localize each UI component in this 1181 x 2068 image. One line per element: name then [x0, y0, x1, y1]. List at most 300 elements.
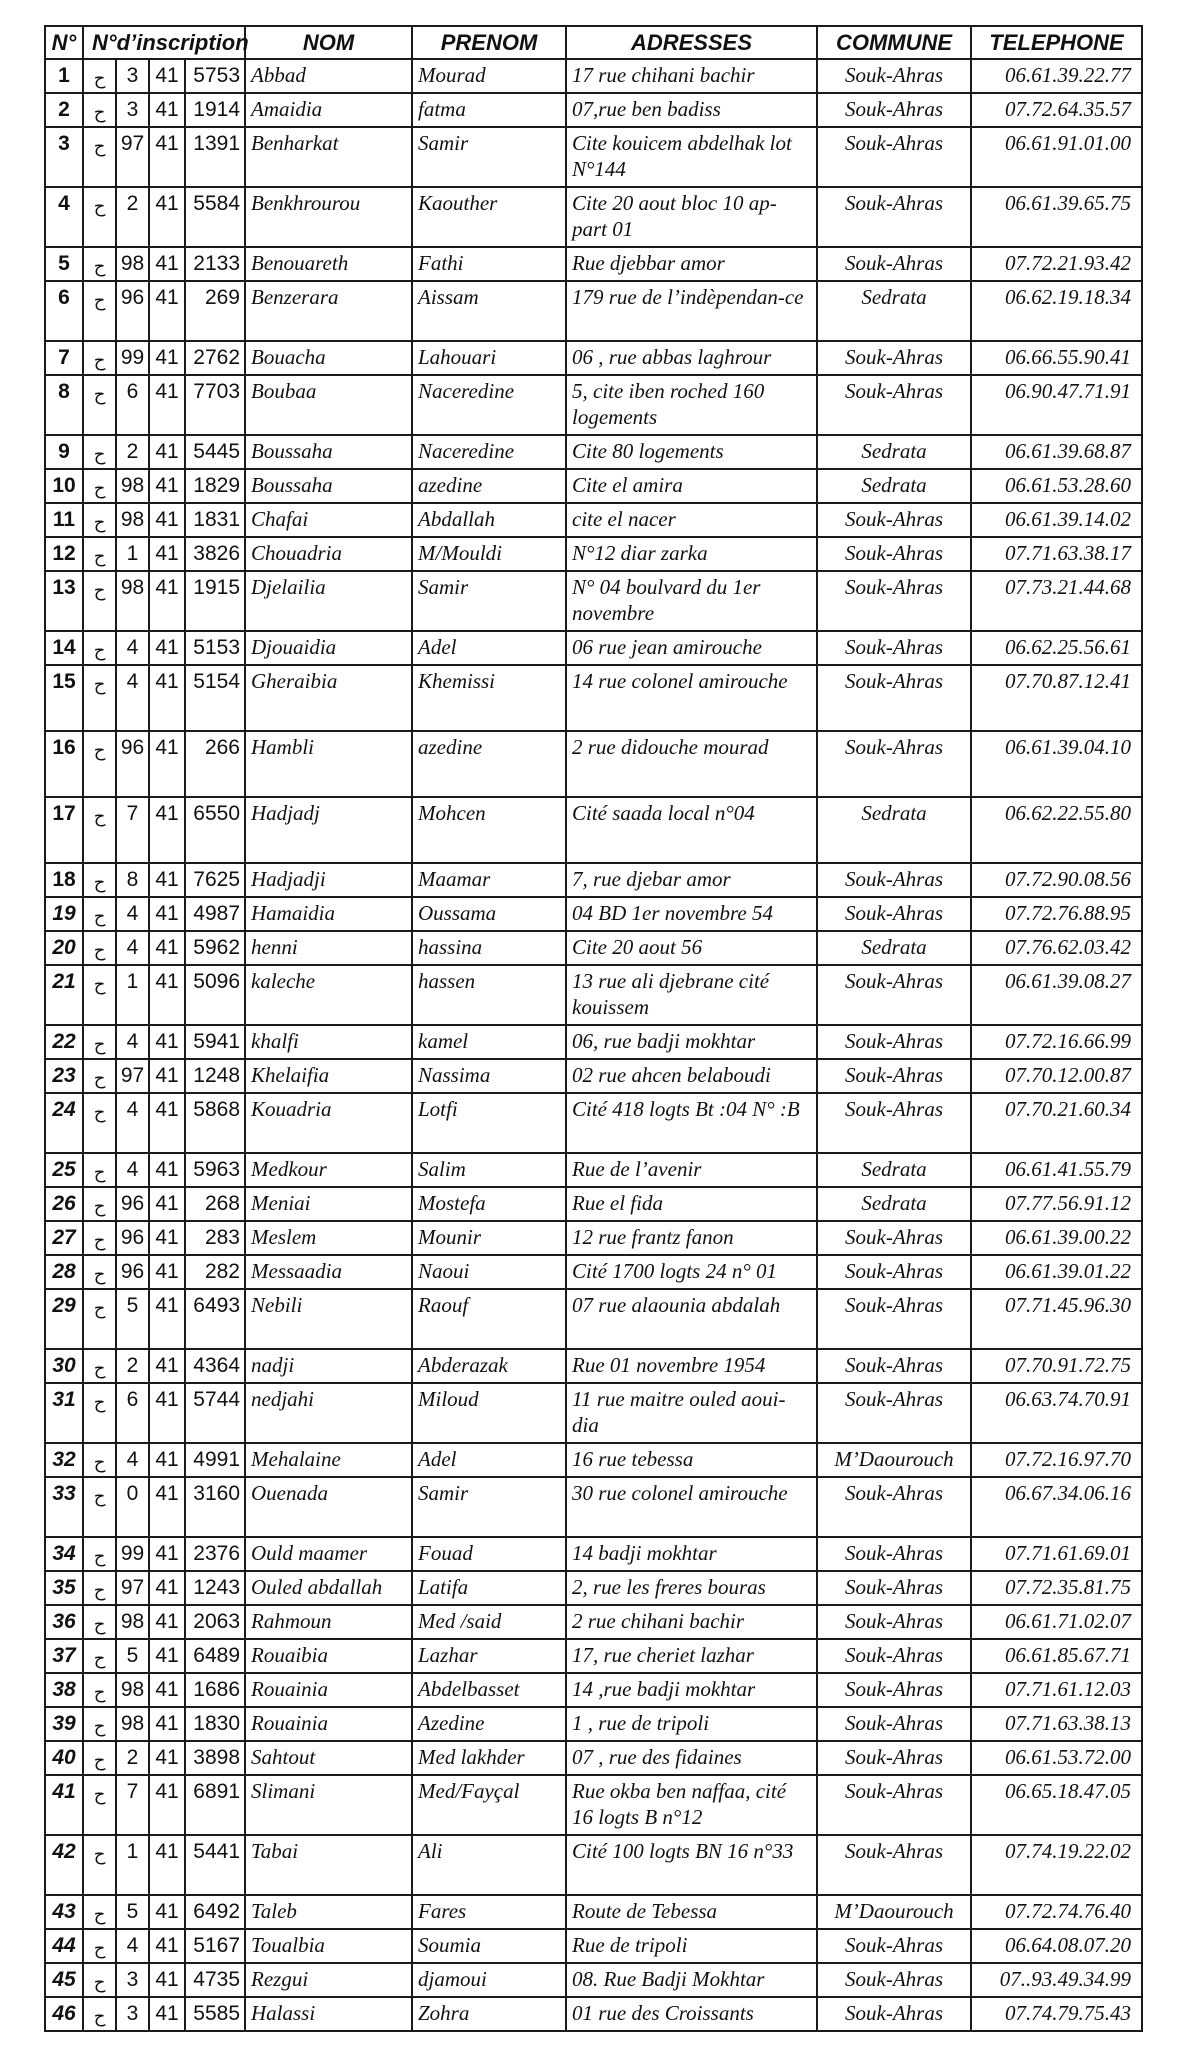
table-cell-adresse: Rue de l’avenir — [566, 1153, 817, 1187]
table-cell-commune: Souk-Ahras — [817, 1929, 971, 1963]
table-cell-code-c: 6891 — [185, 1775, 245, 1835]
table-cell-num: 34 — [45, 1537, 83, 1571]
table-row — [45, 127, 1142, 187]
table-row — [45, 1775, 1142, 1835]
table-cell-adresse: 12 rue frantz fanon — [566, 1221, 817, 1255]
table-cell-adresse: 17 rue chihani bachir — [566, 59, 817, 93]
table-cell-num: 16 — [45, 731, 83, 797]
table-cell-nom: nadji — [245, 1349, 412, 1383]
table-cell-prenom: Salim — [412, 1153, 566, 1187]
table-cell-telephone: 06.63.74.70.91 — [971, 1383, 1142, 1443]
table-cell-letter: ح — [83, 1187, 116, 1221]
table-cell-code-a: 4 — [116, 1025, 149, 1059]
table-cell-prenom: hassen — [412, 965, 566, 1025]
table-cell-telephone: 07.71.61.69.01 — [971, 1537, 1142, 1571]
table-cell-num: 46 — [45, 1997, 83, 2031]
table-cell-prenom: Med/Fayçal — [412, 1775, 566, 1835]
table-cell-code-a: 98 — [116, 1605, 149, 1639]
table-cell-code-b: 41 — [149, 931, 185, 965]
table-cell-code-a: 4 — [116, 631, 149, 665]
table-row — [45, 469, 1142, 503]
table-cell-code-a: 98 — [116, 1673, 149, 1707]
table-cell-telephone: 06.62.22.55.80 — [971, 797, 1142, 863]
table-cell-prenom: Fouad — [412, 1537, 566, 1571]
table-cell-code-a: 4 — [116, 931, 149, 965]
table-cell-nom: Rouainia — [245, 1707, 412, 1741]
table-cell-nom: Messaadia — [245, 1255, 412, 1289]
table-cell-code-a: 1 — [116, 1835, 149, 1895]
table-cell-code-a: 2 — [116, 1741, 149, 1775]
table-cell-num: 10 — [45, 469, 83, 503]
table-cell-num: 19 — [45, 897, 83, 931]
table-row — [45, 1059, 1142, 1093]
table-cell-nom: Abbad — [245, 59, 412, 93]
table-cell-telephone: 07.72.90.08.56 — [971, 863, 1142, 897]
table-cell-code-a: 98 — [116, 247, 149, 281]
table-cell-code-b: 41 — [149, 187, 185, 247]
table-cell-letter: ح — [83, 503, 116, 537]
table-cell-code-a: 4 — [116, 1153, 149, 1187]
table-row — [45, 863, 1142, 897]
table-cell-code-a: 96 — [116, 1187, 149, 1221]
table-cell-code-b: 41 — [149, 247, 185, 281]
table-cell-prenom: Oussama — [412, 897, 566, 931]
table-cell-nom: Amaidia — [245, 93, 412, 127]
table-cell-code-b: 41 — [149, 1707, 185, 1741]
table-cell-commune: Souk-Ahras — [817, 571, 971, 631]
table-cell-code-c: 7625 — [185, 863, 245, 897]
table-cell-adresse: N° 04 boulvard du 1er novembre — [566, 571, 817, 631]
table-cell-nom: Rouainia — [245, 1673, 412, 1707]
table-cell-letter: ح — [83, 1537, 116, 1571]
table-cell-commune: Souk-Ahras — [817, 1997, 971, 2031]
table-cell-code-c: 4991 — [185, 1443, 245, 1477]
table-cell-nom: Hambli — [245, 731, 412, 797]
table-cell-nom: Benzerara — [245, 281, 412, 341]
table-cell-telephone: 07.70.87.12.41 — [971, 665, 1142, 731]
table-cell-adresse: Cite kouicem abdelhak lot N°144 — [566, 127, 817, 187]
table-cell-telephone: 07.72.35.81.75 — [971, 1571, 1142, 1605]
table-cell-adresse: Rue okba ben naffaa, cité 16 logts B n°12 — [566, 1775, 817, 1835]
table-cell-commune: Souk-Ahras — [817, 1673, 971, 1707]
table-cell-commune: Souk-Ahras — [817, 503, 971, 537]
table-cell-letter: ح — [83, 1997, 116, 2031]
table-cell-code-b: 41 — [149, 1835, 185, 1895]
table-cell-letter: ح — [83, 1571, 116, 1605]
table-cell-code-c: 1829 — [185, 469, 245, 503]
table-cell-telephone: 07.71.61.12.03 — [971, 1673, 1142, 1707]
table-row — [45, 341, 1142, 375]
table-cell-code-a: 6 — [116, 1383, 149, 1443]
table-cell-telephone: 06.61.53.28.60 — [971, 469, 1142, 503]
table-cell-code-b: 41 — [149, 435, 185, 469]
table-cell-code-b: 41 — [149, 503, 185, 537]
table-cell-commune: Sedrata — [817, 1187, 971, 1221]
table-cell-prenom: Abderazak — [412, 1349, 566, 1383]
table-cell-num: 42 — [45, 1835, 83, 1895]
table-cell-num: 35 — [45, 1571, 83, 1605]
table-cell-code-a: 3 — [116, 1963, 149, 1997]
table-cell-code-b: 41 — [149, 897, 185, 931]
table-cell-code-a: 7 — [116, 797, 149, 863]
table-cell-prenom: Mostefa — [412, 1187, 566, 1221]
table-cell-adresse: 5, cite iben roched 160 logements — [566, 375, 817, 435]
table-cell-letter: ح — [83, 1741, 116, 1775]
table-cell-adresse: Cité 1700 logts 24 n° 01 — [566, 1255, 817, 1289]
table-cell-prenom: Adel — [412, 631, 566, 665]
table-cell-letter: ح — [83, 1963, 116, 1997]
table-cell-code-b: 41 — [149, 341, 185, 375]
table-cell-letter: ح — [83, 93, 116, 127]
table-cell-nom: Ouled abdallah — [245, 1571, 412, 1605]
table-cell-adresse: 02 rue ahcen belaboudi — [566, 1059, 817, 1093]
table-cell-num: 2 — [45, 93, 83, 127]
header-num: N° — [45, 26, 83, 59]
table-cell-prenom: Samir — [412, 127, 566, 187]
table-cell-num: 37 — [45, 1639, 83, 1673]
table-cell-adresse: 16 rue tebessa — [566, 1443, 817, 1477]
table-cell-num: 44 — [45, 1929, 83, 1963]
table-cell-commune: Souk-Ahras — [817, 731, 971, 797]
table-cell-nom: Medkour — [245, 1153, 412, 1187]
table-cell-code-a: 5 — [116, 1289, 149, 1349]
table-cell-code-a: 8 — [116, 863, 149, 897]
table-cell-nom: Djelailia — [245, 571, 412, 631]
table-cell-num: 3 — [45, 127, 83, 187]
table-cell-code-a: 2 — [116, 435, 149, 469]
table-cell-prenom: Aissam — [412, 281, 566, 341]
table-cell-commune: Sedrata — [817, 435, 971, 469]
table-row — [45, 93, 1142, 127]
table-cell-letter: ح — [83, 1255, 116, 1289]
header-prenom: PRENOM — [412, 26, 566, 59]
table-cell-code-b: 41 — [149, 1571, 185, 1605]
table-row — [45, 247, 1142, 281]
table-cell-code-b: 41 — [149, 1093, 185, 1153]
table-cell-code-b: 41 — [149, 1639, 185, 1673]
table-cell-letter: ح — [83, 1443, 116, 1477]
table-cell-code-c: 1830 — [185, 1707, 245, 1741]
table-cell-nom: Tabai — [245, 1835, 412, 1895]
table-cell-prenom: fatma — [412, 93, 566, 127]
table-cell-adresse: 07,rue ben badiss — [566, 93, 817, 127]
table-cell-letter: ح — [83, 631, 116, 665]
table-cell-code-a: 0 — [116, 1477, 149, 1537]
table-cell-code-b: 41 — [149, 1443, 185, 1477]
table-row — [45, 1997, 1142, 2031]
table-cell-letter: ح — [83, 897, 116, 931]
table-cell-nom: khalfi — [245, 1025, 412, 1059]
table-cell-letter: ح — [83, 375, 116, 435]
table-cell-nom: Chafai — [245, 503, 412, 537]
table-row — [45, 731, 1142, 797]
table-cell-telephone: 07.73.21.44.68 — [971, 571, 1142, 631]
table-row — [45, 797, 1142, 863]
table-row — [45, 1929, 1142, 1963]
table-cell-code-c: 5744 — [185, 1383, 245, 1443]
table-row — [45, 503, 1142, 537]
table-cell-telephone: 06.61.39.22.77 — [971, 59, 1142, 93]
table-cell-adresse: 04 BD 1er novembre 54 — [566, 897, 817, 931]
table-cell-letter: ح — [83, 665, 116, 731]
table-cell-letter: ح — [83, 1605, 116, 1639]
table-cell-code-b: 41 — [149, 1997, 185, 2031]
table-cell-commune: Souk-Ahras — [817, 1571, 971, 1605]
table-cell-code-b: 41 — [149, 1477, 185, 1537]
table-cell-num: 6 — [45, 281, 83, 341]
table-cell-prenom: Abdallah — [412, 503, 566, 537]
table-cell-num: 25 — [45, 1153, 83, 1187]
table-cell-code-c: 5868 — [185, 1093, 245, 1153]
table-cell-commune: M’Daourouch — [817, 1443, 971, 1477]
table-cell-adresse: Rue el fida — [566, 1187, 817, 1221]
table-cell-num: 41 — [45, 1775, 83, 1835]
table-cell-code-c: 5963 — [185, 1153, 245, 1187]
table-cell-code-a: 3 — [116, 1997, 149, 2031]
table-cell-prenom: azedine — [412, 469, 566, 503]
table-cell-adresse: 14 badji mokhtar — [566, 1537, 817, 1571]
table-cell-adresse: Route de Tebessa — [566, 1895, 817, 1929]
table-cell-code-a: 1 — [116, 965, 149, 1025]
table-cell-code-a: 99 — [116, 341, 149, 375]
table-cell-nom: Gheraibia — [245, 665, 412, 731]
table-cell-code-c: 6489 — [185, 1639, 245, 1673]
table-cell-prenom: Samir — [412, 1477, 566, 1537]
table-cell-prenom: Adel — [412, 1443, 566, 1477]
table-cell-letter: ح — [83, 731, 116, 797]
table-cell-code-c: 5445 — [185, 435, 245, 469]
table-cell-adresse: Cité saada local n°04 — [566, 797, 817, 863]
table-cell-nom: Mehalaine — [245, 1443, 412, 1477]
table-cell-code-c: 1915 — [185, 571, 245, 631]
table-cell-nom: Meslem — [245, 1221, 412, 1255]
table-cell-commune: Souk-Ahras — [817, 93, 971, 127]
table-row — [45, 1153, 1142, 1187]
table-cell-telephone: 06.61.91.01.00 — [971, 127, 1142, 187]
table-cell-adresse: 08. Rue Badji Mokhtar — [566, 1963, 817, 1997]
table-cell-nom: Sahtout — [245, 1741, 412, 1775]
table-cell-code-b: 41 — [149, 1741, 185, 1775]
table-cell-telephone: 06.61.39.65.75 — [971, 187, 1142, 247]
table-cell-prenom: Zohra — [412, 1997, 566, 2031]
table-cell-letter: ح — [83, 1477, 116, 1537]
table-cell-letter: ح — [83, 1775, 116, 1835]
table-cell-code-b: 41 — [149, 863, 185, 897]
table-cell-commune: Souk-Ahras — [817, 1775, 971, 1835]
table-cell-prenom: Lazhar — [412, 1639, 566, 1673]
table-cell-code-a: 4 — [116, 1093, 149, 1153]
table-cell-code-c: 5154 — [185, 665, 245, 731]
table-cell-code-b: 41 — [149, 1255, 185, 1289]
table-cell-telephone: 06.61.71.02.07 — [971, 1605, 1142, 1639]
table-cell-adresse: Rue djebbar amor — [566, 247, 817, 281]
table-cell-num: 45 — [45, 1963, 83, 1997]
header-commune: COMMUNE — [817, 26, 971, 59]
table-cell-letter: ح — [83, 469, 116, 503]
table-cell-nom: Chouadria — [245, 537, 412, 571]
table-cell-commune: Souk-Ahras — [817, 59, 971, 93]
table-cell-code-b: 41 — [149, 93, 185, 127]
table-cell-num: 26 — [45, 1187, 83, 1221]
table-cell-code-b: 41 — [149, 797, 185, 863]
table-cell-telephone: 06.61.39.01.22 — [971, 1255, 1142, 1289]
table-cell-nom: Halassi — [245, 1997, 412, 2031]
table-cell-code-c: 1914 — [185, 93, 245, 127]
table-cell-code-a: 4 — [116, 665, 149, 731]
table-cell-code-c: 2133 — [185, 247, 245, 281]
table-cell-prenom: Soumia — [412, 1929, 566, 1963]
table-cell-adresse: 2 rue didouche mourad — [566, 731, 817, 797]
table-cell-adresse: N°12 diar zarka — [566, 537, 817, 571]
header-row — [45, 26, 1142, 59]
table-cell-code-a: 2 — [116, 187, 149, 247]
table-row — [45, 1639, 1142, 1673]
table-cell-commune: Souk-Ahras — [817, 1289, 971, 1349]
table-cell-adresse: 179 rue de l’indèpendan-ce — [566, 281, 817, 341]
table-cell-telephone: 06.61.39.04.10 — [971, 731, 1142, 797]
table-cell-code-b: 41 — [149, 1963, 185, 1997]
table-cell-telephone: 06.61.39.00.22 — [971, 1221, 1142, 1255]
table-cell-prenom: Samir — [412, 571, 566, 631]
table-cell-code-c: 5096 — [185, 965, 245, 1025]
table-cell-commune: Souk-Ahras — [817, 187, 971, 247]
table-cell-code-b: 41 — [149, 665, 185, 731]
table-cell-code-c: 282 — [185, 1255, 245, 1289]
table-cell-nom: Benkhrourou — [245, 187, 412, 247]
table-cell-code-c: 266 — [185, 731, 245, 797]
table-cell-letter: ح — [83, 931, 116, 965]
table-cell-code-a: 4 — [116, 1443, 149, 1477]
table-cell-code-c: 5584 — [185, 187, 245, 247]
table-cell-nom: Nebili — [245, 1289, 412, 1349]
table-cell-adresse: 06 , rue abbas laghrour — [566, 341, 817, 375]
table-cell-num: 33 — [45, 1477, 83, 1537]
table-cell-nom: Meniai — [245, 1187, 412, 1221]
table-cell-code-a: 4 — [116, 1929, 149, 1963]
table-row — [45, 1537, 1142, 1571]
table-cell-code-c: 6492 — [185, 1895, 245, 1929]
table-cell-adresse: 17, rue cheriet lazhar — [566, 1639, 817, 1673]
table-cell-num: 9 — [45, 435, 83, 469]
table-cell-nom: Rouaibia — [245, 1639, 412, 1673]
table-cell-commune: Souk-Ahras — [817, 1059, 971, 1093]
table-cell-commune: Souk-Ahras — [817, 1707, 971, 1741]
table-row — [45, 1255, 1142, 1289]
table-cell-telephone: 07..93.49.34.99 — [971, 1963, 1142, 1997]
table-cell-num: 7 — [45, 341, 83, 375]
table-cell-prenom: Med lakhder — [412, 1741, 566, 1775]
table-cell-prenom: Mourad — [412, 59, 566, 93]
table-row — [45, 1707, 1142, 1741]
table-cell-telephone: 07.72.64.35.57 — [971, 93, 1142, 127]
table-cell-letter: ح — [83, 1025, 116, 1059]
table-cell-letter: ح — [83, 571, 116, 631]
table-cell-prenom: azedine — [412, 731, 566, 797]
table-cell-num: 21 — [45, 965, 83, 1025]
table-row — [45, 665, 1142, 731]
table-cell-adresse: 30 rue colonel amirouche — [566, 1477, 817, 1537]
table-cell-telephone: 07.77.56.91.12 — [971, 1187, 1142, 1221]
table-cell-code-b: 41 — [149, 537, 185, 571]
table-body — [45, 59, 1142, 2031]
table-cell-prenom: Naceredine — [412, 435, 566, 469]
table-cell-code-a: 3 — [116, 59, 149, 93]
table-cell-code-c: 4735 — [185, 1963, 245, 1997]
table-cell-prenom: Abdelbasset — [412, 1673, 566, 1707]
table-cell-num: 22 — [45, 1025, 83, 1059]
table-cell-letter: ح — [83, 1059, 116, 1093]
table-cell-prenom: Med /said — [412, 1605, 566, 1639]
table-cell-nom: Rahmoun — [245, 1605, 412, 1639]
table-cell-code-b: 41 — [149, 375, 185, 435]
table-cell-code-c: 4987 — [185, 897, 245, 931]
table-row — [45, 281, 1142, 341]
table-cell-code-c: 5167 — [185, 1929, 245, 1963]
table-cell-code-c: 5153 — [185, 631, 245, 665]
table-cell-letter: ح — [83, 1929, 116, 1963]
table-cell-code-c: 2063 — [185, 1605, 245, 1639]
table-cell-code-c: 269 — [185, 281, 245, 341]
table-cell-num: 20 — [45, 931, 83, 965]
table-cell-adresse: Cite 80 logements — [566, 435, 817, 469]
table-row — [45, 897, 1142, 931]
table-cell-commune: Souk-Ahras — [817, 1349, 971, 1383]
table-cell-commune: Sedrata — [817, 931, 971, 965]
table-cell-letter: ح — [83, 1221, 116, 1255]
table-cell-commune: Souk-Ahras — [817, 665, 971, 731]
table-cell-commune: Souk-Ahras — [817, 1255, 971, 1289]
table-cell-adresse: 11 rue maitre ouled aoui-dia — [566, 1383, 817, 1443]
table-cell-code-b: 41 — [149, 59, 185, 93]
table-cell-code-a: 97 — [116, 1059, 149, 1093]
table-cell-telephone: 07.72.16.66.99 — [971, 1025, 1142, 1059]
table-cell-code-c: 3160 — [185, 1477, 245, 1537]
table-cell-prenom: kamel — [412, 1025, 566, 1059]
table-cell-commune: Souk-Ahras — [817, 1093, 971, 1153]
table-cell-commune: Souk-Ahras — [817, 1477, 971, 1537]
table-cell-adresse: 06 rue jean amirouche — [566, 631, 817, 665]
table-cell-commune: Souk-Ahras — [817, 965, 971, 1025]
table-cell-num: 13 — [45, 571, 83, 631]
table-cell-code-a: 6 — [116, 375, 149, 435]
table-cell-telephone: 06.61.85.67.71 — [971, 1639, 1142, 1673]
table-cell-nom: Hadjadj — [245, 797, 412, 863]
table-cell-commune: Souk-Ahras — [817, 375, 971, 435]
table-cell-nom: Toualbia — [245, 1929, 412, 1963]
table-cell-adresse: 2, rue les freres bouras — [566, 1571, 817, 1605]
table-cell-letter: ح — [83, 1093, 116, 1153]
table-cell-letter: ح — [83, 1639, 116, 1673]
table-cell-nom: henni — [245, 931, 412, 965]
table-row — [45, 1835, 1142, 1895]
table-cell-telephone: 06.66.55.90.41 — [971, 341, 1142, 375]
table-row — [45, 1571, 1142, 1605]
table-cell-code-a: 99 — [116, 1537, 149, 1571]
table-row — [45, 1349, 1142, 1383]
table-cell-telephone: 06.61.41.55.79 — [971, 1153, 1142, 1187]
table-cell-code-c: 7703 — [185, 375, 245, 435]
table-cell-code-c: 5585 — [185, 1997, 245, 2031]
table-cell-prenom: Naceredine — [412, 375, 566, 435]
table-cell-num: 31 — [45, 1383, 83, 1443]
table-row — [45, 1741, 1142, 1775]
table-cell-commune: Souk-Ahras — [817, 1963, 971, 1997]
table-cell-adresse: 01 rue des Croissants — [566, 1997, 817, 2031]
table-row — [45, 1025, 1142, 1059]
table-row — [45, 1673, 1142, 1707]
table-cell-adresse: Rue 01 novembre 1954 — [566, 1349, 817, 1383]
table-cell-telephone: 06.62.19.18.34 — [971, 281, 1142, 341]
